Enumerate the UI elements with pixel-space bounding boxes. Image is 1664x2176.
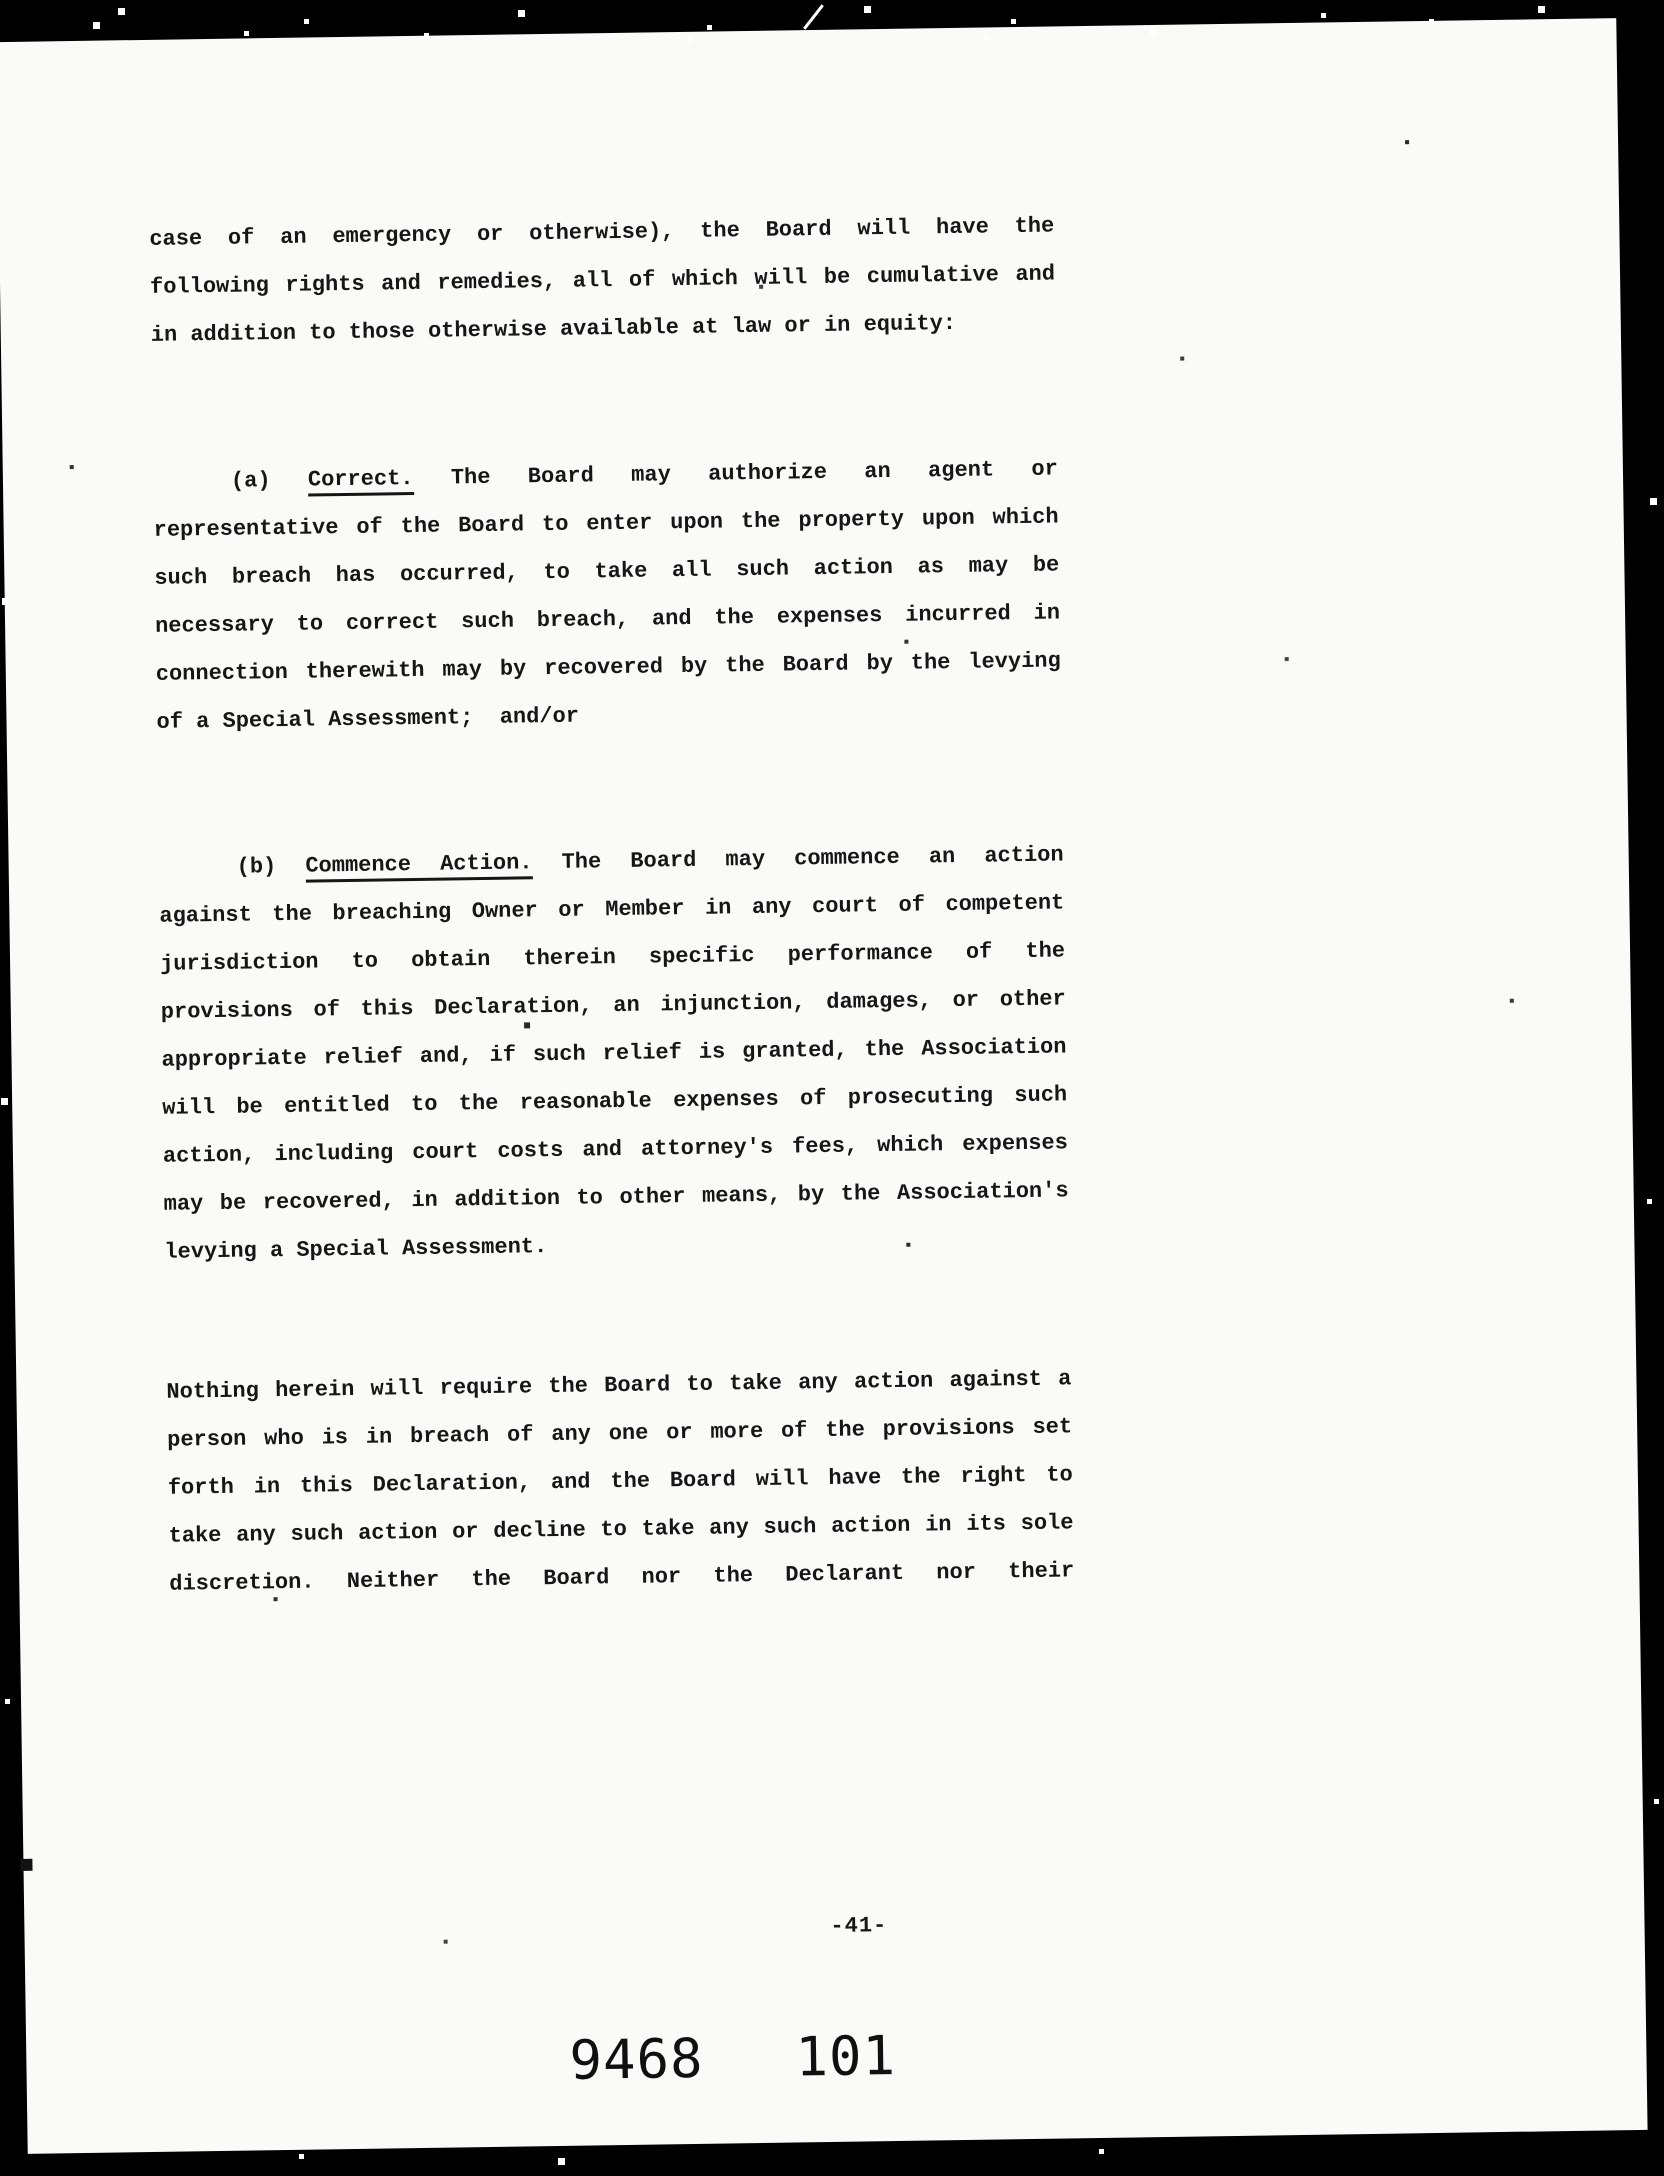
text-line: representative of the Board to enter upon the property upon which bbox=[153, 504, 1059, 543]
paragraph bbox=[166, 1355, 1129, 1609]
text-line: take any such action or decline to take any such action in its sole bbox=[168, 1510, 1074, 1549]
text-line: appropriate relief and, if such relief is granted, the Association bbox=[161, 1034, 1067, 1073]
scan-noise-speckles bbox=[0, 0, 3, 3]
text-line: levying a Special Assessment. bbox=[164, 1234, 548, 1265]
underlined-heading: Commence Action. bbox=[305, 850, 533, 882]
text-line: following rights and remedies, all of which will be cumulative and bbox=[149, 261, 1056, 300]
text-line: case of an emergency or otherwise), the Board will have the bbox=[149, 213, 1055, 252]
text-line: connection therewith may by recovered by the Board by the levying bbox=[155, 648, 1061, 687]
page-number: -41- bbox=[830, 1913, 888, 1939]
text-line: necessary to correct such breach, and the expenses incurred in bbox=[154, 600, 1061, 639]
underlined-heading: Correct. bbox=[308, 466, 414, 497]
text-line: in addition to those otherwise available at law or in equity: bbox=[150, 310, 957, 348]
text-line: will be entitled to the reasonable expenses of prosecuting such bbox=[162, 1082, 1068, 1121]
paragraph bbox=[149, 202, 1111, 360]
document-body bbox=[146, 26, 1136, 2095]
text-line: forth in this Declaration, and the Board will have the right to bbox=[167, 1462, 1073, 1501]
document-page bbox=[0, 18, 1648, 2154]
text-line: provisions of this Declaration, an injunction, damages, or other bbox=[160, 986, 1066, 1025]
text-line: of a Special Assessment; and/or bbox=[156, 703, 580, 735]
paragraph bbox=[153, 445, 1117, 747]
text-line: jurisdiction to obtain therein specific performance of the bbox=[159, 938, 1066, 977]
text-line: Nothing herein will require the Board to take any action against a bbox=[166, 1366, 1072, 1405]
text-line: action, including court costs and attorney's fees, which expenses bbox=[162, 1130, 1069, 1169]
stamp-number-right: 101 bbox=[794, 2024, 897, 2089]
text-line: may be recovered, in addition to other means, by the Association's bbox=[163, 1178, 1069, 1217]
scan-scratch-mark bbox=[803, 4, 824, 29]
text-line: such breach has occurred, to take all such action as may be bbox=[154, 552, 1060, 591]
stamp-numbers bbox=[568, 2024, 1137, 2092]
text-line: discretion. Neither the Board nor the Declarant nor their bbox=[169, 1558, 1075, 1597]
paragraph bbox=[158, 831, 1124, 1277]
stamp-number-left: 9468 bbox=[568, 2026, 704, 2092]
text-line: against the breaching Owner or Member in any court of competent bbox=[159, 890, 1065, 929]
text-line: (b) Commence Action. The Board may commence an action bbox=[158, 831, 1064, 892]
text-line: person who is in breach of any one or more of the provisions set bbox=[166, 1414, 1073, 1453]
text-line: (a) Correct. The Board may authorize an agent or bbox=[153, 445, 1059, 506]
